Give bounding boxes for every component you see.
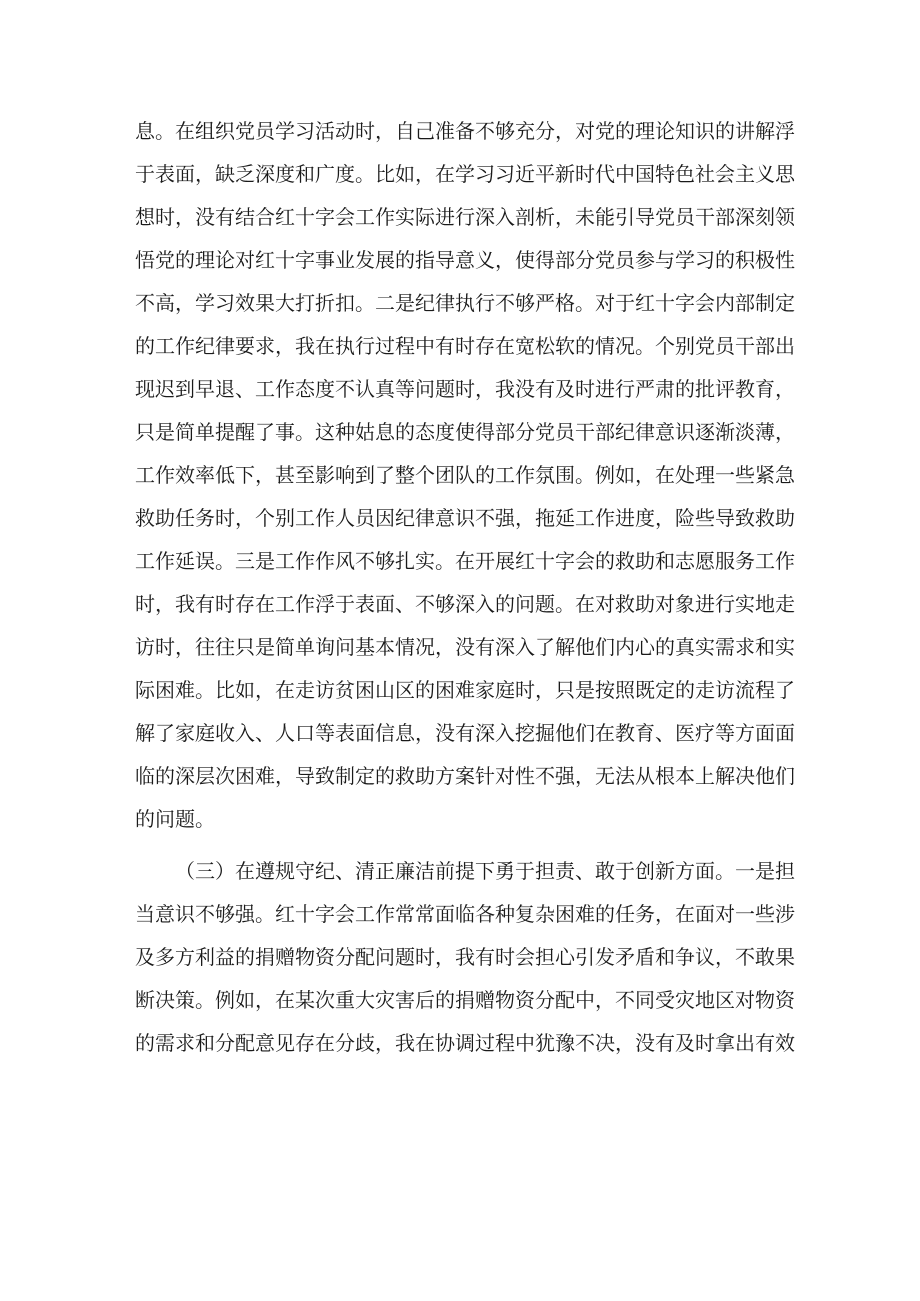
paragraph-1-line: 不高，学习效果大打折扣。二是纪律执行不够严格。对于红十字会内部制定 [135,291,795,315]
paragraph-1-line: 工作效率低下，甚至影响到了整个团队的工作氛围。例如，在处理一些紧急 [135,463,795,487]
paragraph-1-line: 的工作纪律要求，我在执行过程中有时存在宽松软的情况。个别党员干部出 [135,334,795,358]
paragraph-1-line: 只是简单提醒了事。这种姑息的态度使得部分党员干部纪律意识逐渐淡薄， [135,420,795,444]
paragraph-1-line: 访时，往往只是简单询问基本情况，没有深入了解他们内心的真实需求和实 [135,635,795,659]
paragraph-1-line: 际困难。比如，在走访贫困山区的困难家庭时，只是按照既定的走访流程了 [135,678,795,702]
paragraph-2-line: 的需求和分配意见存在分歧，我在协调过程中犹豫不决，没有及时拿出有效 [135,1031,795,1055]
paragraph-2-line: （三）在遵规守纪、清正廉洁前提下勇于担责、敢于创新方面。一是担 [175,859,795,883]
paragraph-1-line: 的问题。 [135,807,215,831]
paragraph-1-line: 临的深层次困难，导致制定的救助方案针对性不强，无法从根本上解决他们 [135,764,795,788]
paragraph-1-line: 解了家庭收入、人口等表面信息，没有深入挖掘他们在教育、医疗等方面面 [135,721,795,745]
paragraph-1-line: 工作延误。三是工作作风不够扎实。在开展红十字会的救助和志愿服务工作 [135,549,795,573]
paragraph-1-line: 时，我有时存在工作浮于表面、不够深入的问题。在对救助对象进行实地走 [135,592,795,616]
paragraph-1-line: 悟党的理论对红十字事业发展的指导意义，使得部分党员参与学习的积极性 [135,248,795,272]
paragraph-1-line: 现迟到早退、工作态度不认真等问题时，我没有及时进行严肃的批评教育， [135,377,795,401]
paragraph-2-line: 当意识不够强。红十字会工作常常面临各种复杂困难的任务，在面对一些涉 [135,902,795,926]
paragraph-2-line: 断决策。例如，在某次重大灾害后的捐赠物资分配中，不同受灾地区对物资 [135,988,795,1012]
paragraph-1-line: 于表面，缺乏深度和广度。比如，在学习习近平新时代中国特色社会主义思 [135,162,795,186]
paragraph-1-line: 想时，没有结合红十字会工作实际进行深入剖析，未能引导党员干部深刻领 [135,205,795,229]
paragraph-1-line: 息。在组织党员学习活动时，自己准备不够充分，对党的理论知识的讲解浮 [135,119,795,143]
paragraph-1-line: 救助任务时，个别工作人员因纪律意识不强，拖延工作进度，险些导致救助 [135,506,795,530]
paragraph-2-line: 及多方利益的捐赠物资分配问题时，我有时会担心引发矛盾和争议，不敢果 [135,945,795,969]
